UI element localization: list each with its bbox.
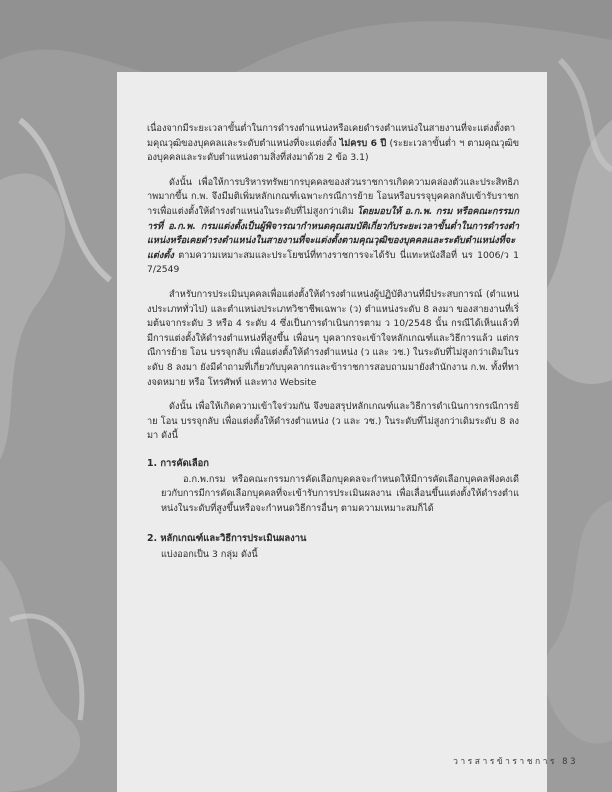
paragraph-2 [147,176,519,278]
paragraph-1-tail: (ระยะเวลาขั้นต่ำ ฯ ตามคุณวุฒิของบุคคลและระดับตำแหน่งตามสิ่งที่ส่งมาด้วย 2 ข้อ 3.1) [147,137,520,164]
article-panel [117,72,547,792]
paragraph-4: ดังนั้น เพื่อให้เกิดความเข้าใจร่วมกัน จึงขอสรุปหลักเกณฑ์และวิธีการดำเนินการกรณีการย้าย โอน บรรจุกลับ เพื่อแต่งตั้งให้ดำรงตำแหน่ง (ว และ วช.) ในระดับที่ไม่สูงกว่าเดิมระดับ 8 ลงมา ดังนี้ [147,401,519,442]
journal-name: วารสารข้าราชการ [453,757,557,767]
section-heading-criteria: 2. หลักเกณฑ์และวิธีการประเมินผลงาน [147,532,307,544]
section-heading-selection: 1. การคัดเลือก [147,457,209,469]
section-body-selection: อ.ก.พ.กรม หรือคณะกรรมการคัดเลือกบุคคลจะกำหนดให้มีการคัดเลือกบุคคลฟังคงเดียวกับการมีการคัดเลือกบุคคลที่จะเข้ารับการประเมินผลงาน เพื่อเลื่อนขึ้นแต่งตั้งให้ดำรงตำแหน่งในระดับที่สูงขึ้นหรือจะกำหนดวิธีการอื่นๆ ตามความเหมาะสมก็ได้ [161,473,519,515]
page-footer [453,754,578,768]
paragraph-3: สำหรับการประเมินบุคคลเพื่อแต่งตั้งให้ดำรงตำแหน่งผู้ปฏิบัติงานที่มีประสบการณ์ (ตำแหน่งประเภททั่วไป) และตำแหน่งประเภทวิชาชีพเฉพาะ (ว) ตำแหน่งระดับ 8 ลงมา ของสายงานที่เริ่มต้นจากระดับ 3 หรือ 4 ระดับ 4 ซึ่งเป็นการดำเนินการตาม ว 10/2548 นั้น กรณีได้เห็นแล้วที่มีการแต่งตั้งให้ดำรงตำแหน่งที่สูงขึ้น เพื่อนๆ บุคลากรจะเข้าใจหลักเกณฑ์และวิธีการแล้ว แต่กรณีการย้าย โอน บรรจุกลับ เพื่อแต่งตั้งให้ดำรงตำแหน่ง (ว และ วช.) ในระดับที่ไม่สูงกว่าเดิมในระดับ 8 ลงมา ยังมีคำถามที่เกี่ยวกับบุคลากรและข้าราชการสอบถามมายังสำนักงาน ก.พ. ทั้งที่ทางจดหมาย หรือ โทรศัพท์ และทาง Website [147,288,519,388]
paragraph-2-text: ดังนั้น เพื่อให้การบริหารทรัพยากรบุคคลของส่วนราชการเกิดความคล่องตัวและประสิทธิภาพมากขึ้น ก.พ. จึงมีมติเพิ่มหลักเกณฑ์เฉพาะกรณีการย้าย โอนหรือบรรจุบุคคลกลับเข้ารับราชการเพื่อแต่งตั้งให้ดำรงตำแหน่งในระดับที่ไม่สูงกว่าเดิม [147,176,519,217]
paragraph-1-text: เนื่องจากมีระยะเวลาขั้นต่ำในการดำรงตำแหน่งหรือเคยดำรงตำแหน่งในสายงานที่จะแต่งตั้งตามคุณวุฒิของบุคคลและระดับตำแหน่งที่จะแต่งตั้ง [147,123,516,149]
page-number: 83 [562,757,578,767]
paragraph-2-emphasis: โดยมอบให้ อ.ก.พ. กรม หรือคณะกรรมการที่ อ.ก.พ. กรมแต่งตั้งเป็นผู้พิจารณากำหนดคุณสมบัติเกี่ยวกับระยะเวลาขั้นต่ำในการดำรงตำแหน่งหรือเคยดำรงตำแหน่งในสายงานที่จะแต่งตั้งตามคุณวุฒิของบุคคลและระดับตำแหน่งที่จะแต่งตั้ง [147,205,520,261]
section-body-criteria: แบ่งออกเป็น 3 กลุ่ม ดังนี้ [161,548,258,560]
paragraph-2-tail: ตามความเหมาะสมและประโยชน์ที่ทางราชการจะได้รับ นี่แทะหนังสือที่ นร 1006/ว 17/2549 [147,249,520,276]
paragraph-1-bold: ไม่ครบ 6 ปี [339,137,387,149]
paragraph-1 [147,122,519,166]
